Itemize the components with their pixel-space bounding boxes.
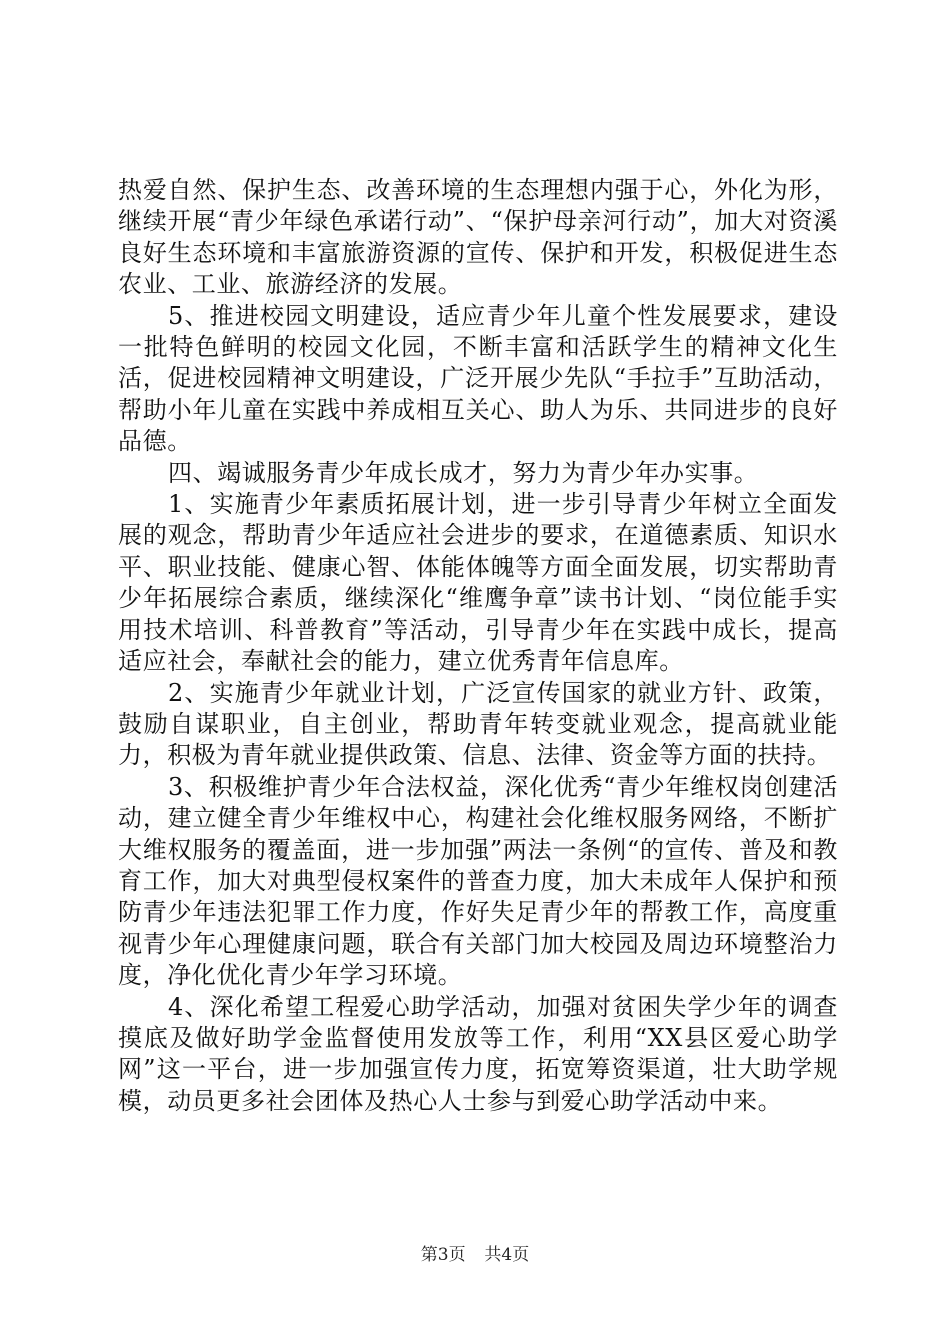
- page-footer: [0, 1240, 950, 1265]
- paragraph-1: 热爱自然、保护生态、改善环境的生态理想内强于心，外化为形，继续开展“青少年绿色承诺行动”、“保护母亲河行动”，加大对资溪良好生态环境和丰富旅游资源的宣传、保护和开发，积极促进生态农业、工业、旅游经济的发展。: [118, 176, 838, 299]
- paragraph-4: 1、实施青少年素质拓展计划，进一步引导青少年树立全面发展的观念，帮助青少年适应社会进步的要求，在道德素质、知识水平、职业技能、健康心智、体能体魄等方面全面发展，切实帮助青少年拓展综合素质，继续深化“维鹰争章”读书计划、“岗位能手实用技术培训、科普教育”等活动，引导青少年在实践中成长，提高适应社会，奉献社会的能力，建立优秀青年信息库。: [118, 490, 838, 676]
- page-number: 第3页: [420, 1245, 466, 1265]
- page-total: 共4页: [484, 1245, 530, 1265]
- paragraph-6: 3、积极维护青少年合法权益，深化优秀“青少年维权岗创建活动，建立健全青少年维权中心，构建社会化维权服务网络，不断扩大维权服务的覆盖面，进一步加强”两法一条例“的宣传、普及和教育工作，加大对典型侵权案件的普查力度，加大未成年人保护和预防青少年违法犯罪工作力度，作好失足青少年的帮教工作，高度重视青少年心理健康问题，联合有关部门加大校园及周边环境整治力度，净化优化青少年学习环境。: [118, 772, 838, 990]
- paragraph-5: 2、实施青少年就业计划，广泛宣传国家的就业方针、政策，鼓励自谋职业，自主创业，帮助青年转变就业观念，提高就业能力，积极为青年就业提供政策、信息、法律、资金等方面的扶持。: [118, 678, 838, 770]
- section-heading-4: 四、竭诚服务青少年成长成才，努力为青少年办实事。: [168, 458, 759, 487]
- document-body: [118, 175, 838, 1117]
- paragraph-2: 5、推进校园文明建设，适应青少年儿童个性发展要求，建设一批特色鲜明的校园文化园，不断丰富和活跃学生的精神文化生活，促进校园精神文明建设，广泛开展少先队“手拉手”互助活动，帮助小年儿童在实践中养成相互关心、助人为乐、共同进步的良好品德。: [118, 301, 838, 456]
- paragraph-7: 4、深化希望工程爱心助学活动，加强对贫困失学少年的调查摸底及做好助学金监督使用发放等工作，利用“XX县区爱心助学网”这一平台，进一步加强宣传力度，拓宽筹资渠道，壮大助学规模，动员更多社会团体及热心人士参与到爱心助学活动中来。: [118, 992, 838, 1115]
